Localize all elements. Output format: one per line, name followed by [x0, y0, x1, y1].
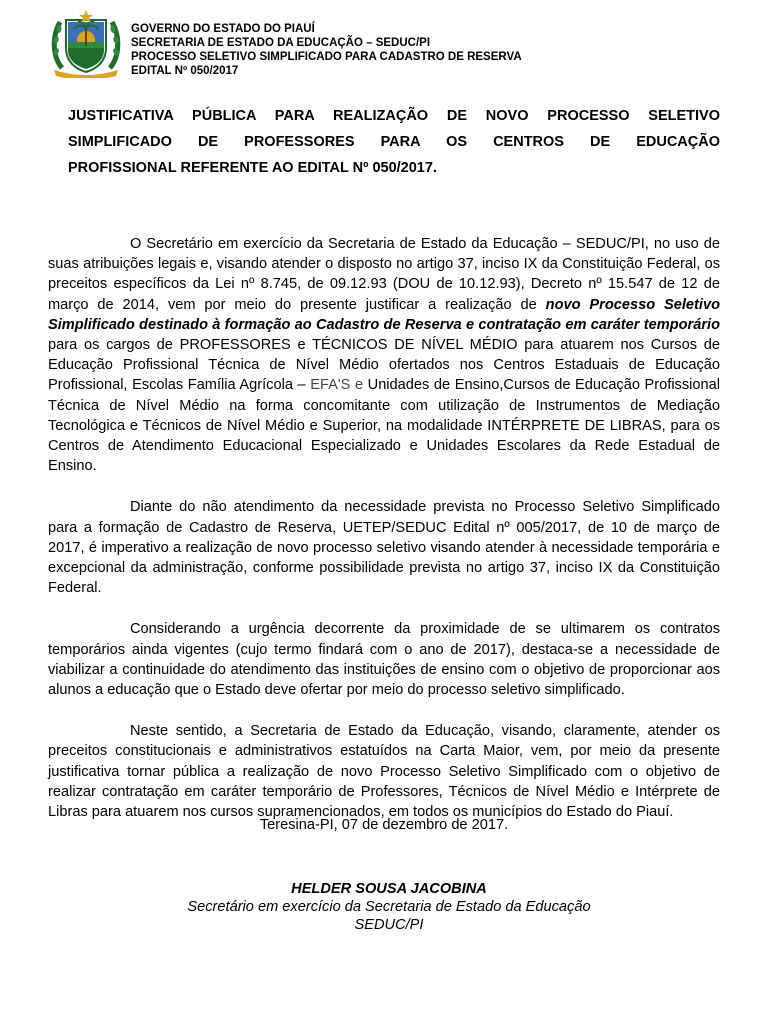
- title-line-3: PROFISSIONAL REFERENTE AO EDITAL Nº 050/2017.: [68, 160, 437, 176]
- paragraph-3: Considerando a urgência decorrente da proximidade de se ultimarem os contratos temporários ainda vigentes (cujo termo findará com o ano de 2017), destaca-se a necessidade de viabilizar a continuidade do atendimento das instituições de ensino com o objetivo de proporcionar aos alunos a educação que o Estado deve ofertar por meio do processo seletivo simplificado.: [48, 621, 720, 699]
- paragraph-1-emphasis: novo Processo Seletivo Simplificado destinado à formação ao Cadastro de Reserva e contratação em caráter temporário: [48, 296, 720, 333]
- paragraph-1-text-e: Unidades de Ensino,Cursos de Educação Profissional Técnica de Nível Médio na forma concomitante com utilização de Instrumentos de Mediação Tecnológica e Técnicos de Nível Médio e Superior, na modalidade INTÉRPRETE DE LIBRAS, para os Centros de Atendimento Educacional Especializado e Unidades Escolares da Rede Estadual de Ensino.: [48, 377, 720, 475]
- paragraph-4: Neste sentido, a Secretaria de Estado da Educação, visando, claramente, atender os preceitos constitucionais e administrativos estatuídos na Carta Maior, vem, por meio da presente justificativa tornar pública a realização de novo Processo Seletivo Simplificado com o objetivo de realizar contratação em caráter temporário de Professores, Técnicos de Nível Médio e Intérprete de Libras para atuarem nos cursos supramencionados, em todos os municípios do Estado do Piauí.: [48, 723, 720, 821]
- signatory-role: Secretário em exercício da Secretaria de Estado da Educação: [187, 899, 591, 915]
- header-government: GOVERNO DO ESTADO DO PIAUÍ: [131, 23, 315, 35]
- piaui-coat-of-arms-icon: [50, 6, 122, 78]
- header-secretariat: SECRETARIA DE ESTADO DA EDUCAÇÃO – SEDUC/PI: [131, 37, 431, 49]
- paragraph-1-text-a: O Secretário em exercício da Secretaria de Estado da Educação – SEDUC/PI, no uso de suas atribuições legais e, visando atender o disposto no artigo 37, inciso IX da Constituição Federal, os preceitos específicos da Lei nº 8.745, de 09.12.93 (DOU de 10.12.93), Decreto nº 15.547 de 12 de março de 2014, vem por meio do presente justificar a realização de: [48, 236, 720, 313]
- signatory-org: SEDUC/PI: [354, 917, 424, 933]
- document-header: [131, 22, 522, 78]
- paragraph-1-efa: EFA'S e: [310, 377, 364, 394]
- paragraph-1: [48, 234, 720, 476]
- signature-block: [0, 880, 768, 934]
- title-line-1: JUSTIFICATIVA PÚBLICA PARA REALIZAÇÃO DE NOVO PROCESSO SELETIVO: [68, 108, 720, 124]
- document-body: [48, 234, 720, 822]
- paragraph-1-text-c: para os cargos de PROFESSORES e TÉCNICOS DE NÍVEL MÉDIO para atuarem nos Cursos de Educação Profissional Técnica de Nível Médio ofertados nos Centros Estaduais de Educação Profissional, Escolas Família Agrícola –: [48, 337, 720, 394]
- paragraph-2: Diante do não atendimento da necessidade prevista no Processo Seletivo Simplificado para a formação de Cadastro de Reserva, UETEP/SEDUC Edital nº 005/2017, de 10 de março de 2017, é imperativo a realização de novo processo seletivo visando atender à necessidade temporária e excepcional da administração, conforme possibilidade prevista no artigo 37, inciso IX da Constituição Federal.: [48, 499, 720, 597]
- title-line-2: SIMPLIFICADO DE PROFESSORES PARA OS CENTROS DE EDUCAÇÃO: [68, 134, 720, 150]
- header-edital: EDITAL Nº 050/2017: [131, 65, 239, 77]
- header-process: PROCESSO SELETIVO SIMPLIFICADO PARA CADASTRO DE RESERVA: [131, 51, 522, 63]
- signatory-name: HELDER SOUSA JACOBINA: [291, 881, 487, 897]
- document-date: Teresina-PI, 07 de dezembro de 2017.: [259, 817, 509, 833]
- document-title: [68, 103, 720, 181]
